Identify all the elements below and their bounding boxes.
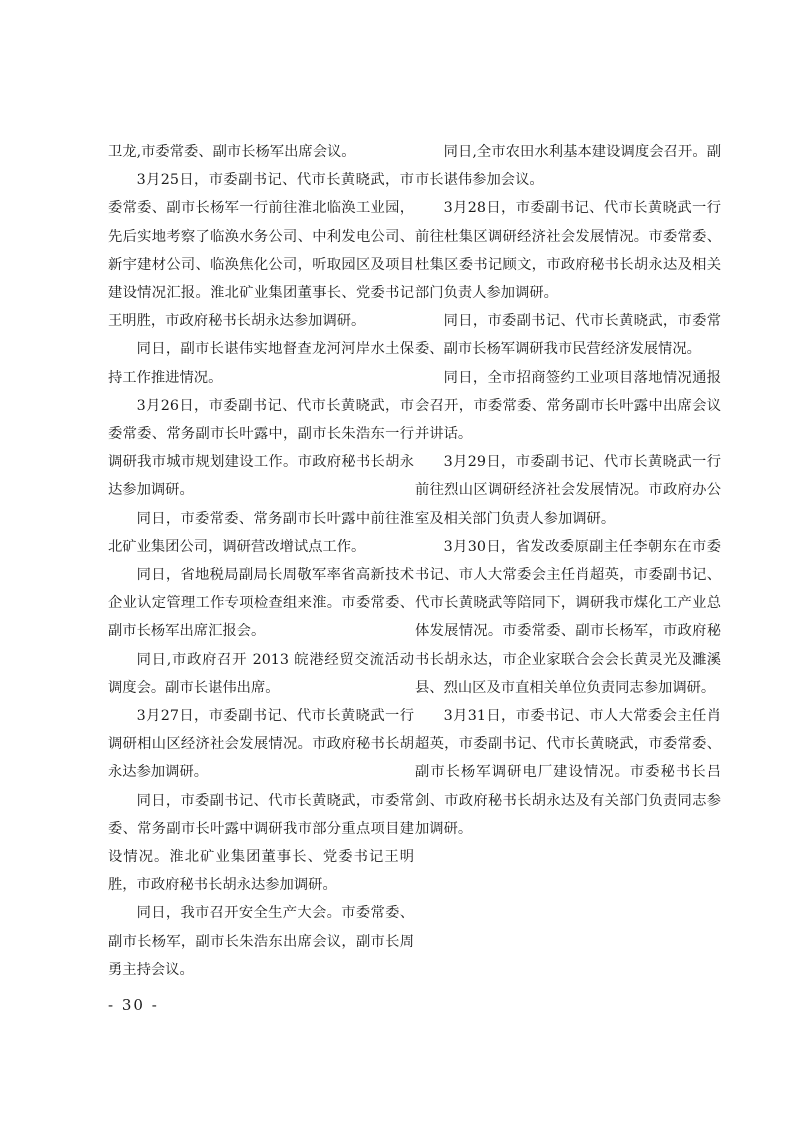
paragraph: 同日，省地税局副局长周敬军率省高新技术企业认定管理工作专项检查组来淮。市委常委、副市长杨军出席汇报会。 — [108, 567, 414, 640]
paragraph: 3月29日，市委副书记、代市长黄晓武一行前往烈山区调研经济社会发展情况。市政府办公室及相关部门负责人参加调研。 — [415, 454, 721, 527]
paragraph: 卫龙,市委常委、副市长杨军出席会议。 — [108, 144, 356, 160]
paragraph: 3月30日，省发改委原副主任李朝东在市委书记、市人大常委会主任肖超英，市委副书记、代市长黄晓武等陪同下，调研我市煤化工产业总体发展情况。市委常委、副市长杨军，市政府秘书长胡永达，市企业家联合会会长黄灵光及濉溪县、烈山区及市直相关单位负责同志参加调研。 — [415, 538, 721, 696]
paragraph: 同日，副市长谌伟实地督查龙河河岸水土保持工作推进情况。 — [108, 341, 414, 386]
left-column — [108, 138, 414, 984]
paragraph: 3月28日，市委副书记、代市长黄晓武一行前往杜集区调研经济社会发展情况。市委常委、杜集区委书记顾文，市政府秘书长胡永达及相关部门负责人参加调研。 — [415, 200, 721, 302]
paragraph: 3月31日，市委书记、市人大常委会主任肖超英，市委副书记、代市长黄晓武，市委常委、副市长杨军调研电厂建设情况。市委秘书长吕剑、市政府秘书长胡永达及有关部门负责同志参加调研。 — [415, 708, 721, 837]
paragraph: 3月25日，市委副书记、代市长黄晓武，市委常委、副市长杨军一行前往淮北临涣工业园，先后实地考察了临涣水务公司、中利发电公司、新宇建材公司、临涣焦化公司，听取园区及项目建设情况汇报。淮北矿业集团董事长、党委书记王明胜，市政府秘书长胡永达参加调研。 — [108, 172, 414, 330]
paragraph: 同日,全市农田水利基本建设调度会召开。副市长谌伟参加会议。 — [415, 144, 721, 189]
paragraph: 同日，市委常委、常务副市长叶露中前往淮北矿业集团公司，调研营改增试点工作。 — [108, 510, 414, 555]
paragraph: 同日，全市招商签约工业项目落地情况通报会召开，市委常委、常务副市长叶露中出席会议并讲话。 — [415, 369, 721, 443]
page-number: - 30 - — [108, 996, 159, 1014]
paragraph: 3月27日，市委副书记、代市长黄晓武一行调研相山区经济社会发展情况。市政府秘书长胡永达参加调研。 — [108, 708, 414, 781]
paragraph: 同日,市政府召开 2013 皖港经贸交流活动调度会。副市长谌伟出席。 — [108, 651, 414, 696]
paragraph: 同日，我市召开安全生产大会。市委常委、副市长杨军，副市长朱浩东出席会议，副市长周勇主持会议。 — [108, 905, 414, 978]
right-column — [415, 138, 721, 843]
paragraph: 3月26日，市委副书记、代市长黄晓武，市委常委、常务副市长叶露中，副市长朱浩东一行调研我市城市规划建设工作。市政府秘书长胡永达参加调研。 — [108, 397, 414, 499]
paragraph: 同日，市委副书记、代市长黄晓武，市委常委、常务副市长叶露中调研我市部分重点项目建设情况。淮北矿业集团董事长、党委书记王明胜，市政府秘书长胡永达参加调研。 — [108, 792, 414, 894]
paragraph: 同日，市委副书记、代市长黄晓武，市委常委、副市长杨军调研我市民营经济发展情况。 — [415, 313, 721, 358]
